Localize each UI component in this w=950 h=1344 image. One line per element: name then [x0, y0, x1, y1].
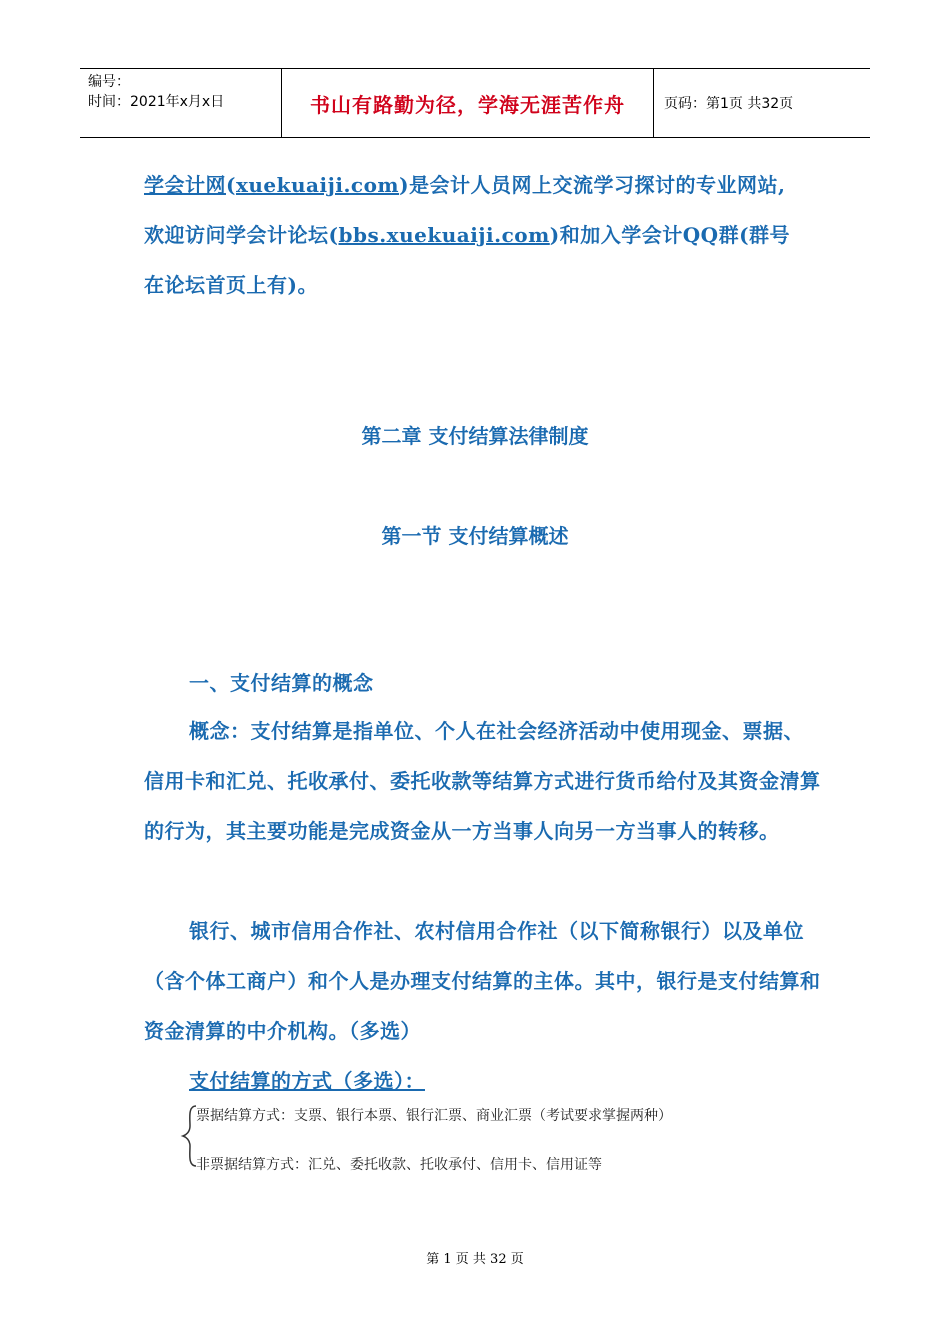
intro-line-2-text: 欢迎访问学会计论坛( [144, 223, 339, 247]
paragraph-subjects: 银行、城市信用合作社、农村信用合作社（以下简称银行）以及单位（含个体工商户）和个人是办理支付结算的主体。其中，银行是支付结算和资金清算的中介机构。（多选） [144, 919, 821, 1043]
header-meta [80, 69, 282, 137]
site-url-link[interactable]: xuekuaiji.com [235, 173, 400, 197]
methods-heading-text: 支付结算的方式（多选）： [189, 1069, 425, 1093]
heading-concept: 一、支付结算的概念 [189, 671, 374, 695]
method-non-bill: 非票据结算方式：汇兑、委托收款、托收承付、信用卡、信用证等 [196, 1157, 602, 1173]
header-page-info [654, 69, 870, 137]
page-info: 页码：第1页 共32页 [664, 96, 794, 112]
header-motto-cell [282, 69, 654, 137]
page-footer: 第 1 页 共 32 页 [426, 1252, 524, 1267]
intro-paragraph [144, 160, 824, 310]
intro-line-2 [144, 210, 824, 260]
section-title: 第一节 支付结算概述 [381, 524, 569, 548]
chapter-title: 第二章 支付结算法律制度 [361, 424, 589, 448]
number-label: 编号： [88, 74, 130, 90]
page-header [80, 68, 870, 138]
motto: 书山有路勤为径，学海无涯苦作舟 [310, 92, 625, 117]
intro-line-2-rest: )和加入学会计QQ群(群号 [549, 223, 791, 247]
time-label: 时间：2021年x月x日 [88, 94, 225, 110]
intro-line-1: 学会计网(xuekuaiji.com)是会计人员网上交流学习探讨的专业网站, [144, 173, 786, 197]
methods-heading [189, 1056, 589, 1106]
paragraph-concept: 概念：支付结算是指单位、个人在社会经济活动中使用现金、票据、信用卡和汇兑、托收承付、委托收款等结算方式进行货币给付及其资金清算的行为，其主要功能是完成资金从一方当事人向另一方当事人的转移。 [144, 719, 821, 843]
method-bill: 票据结算方式：支票、银行本票、银行汇票、商业汇票（考试要求掌握两种） [196, 1108, 672, 1124]
forum-url-link[interactable]: bbs.xuekuaiji.com [338, 223, 550, 247]
site-link[interactable]: 学会计网 [144, 173, 226, 197]
intro-line-1-text: 是会计人员网上交流学习探讨的专业网站, [409, 173, 786, 197]
intro-line-3: 在论坛首页上有)。 [144, 273, 318, 297]
